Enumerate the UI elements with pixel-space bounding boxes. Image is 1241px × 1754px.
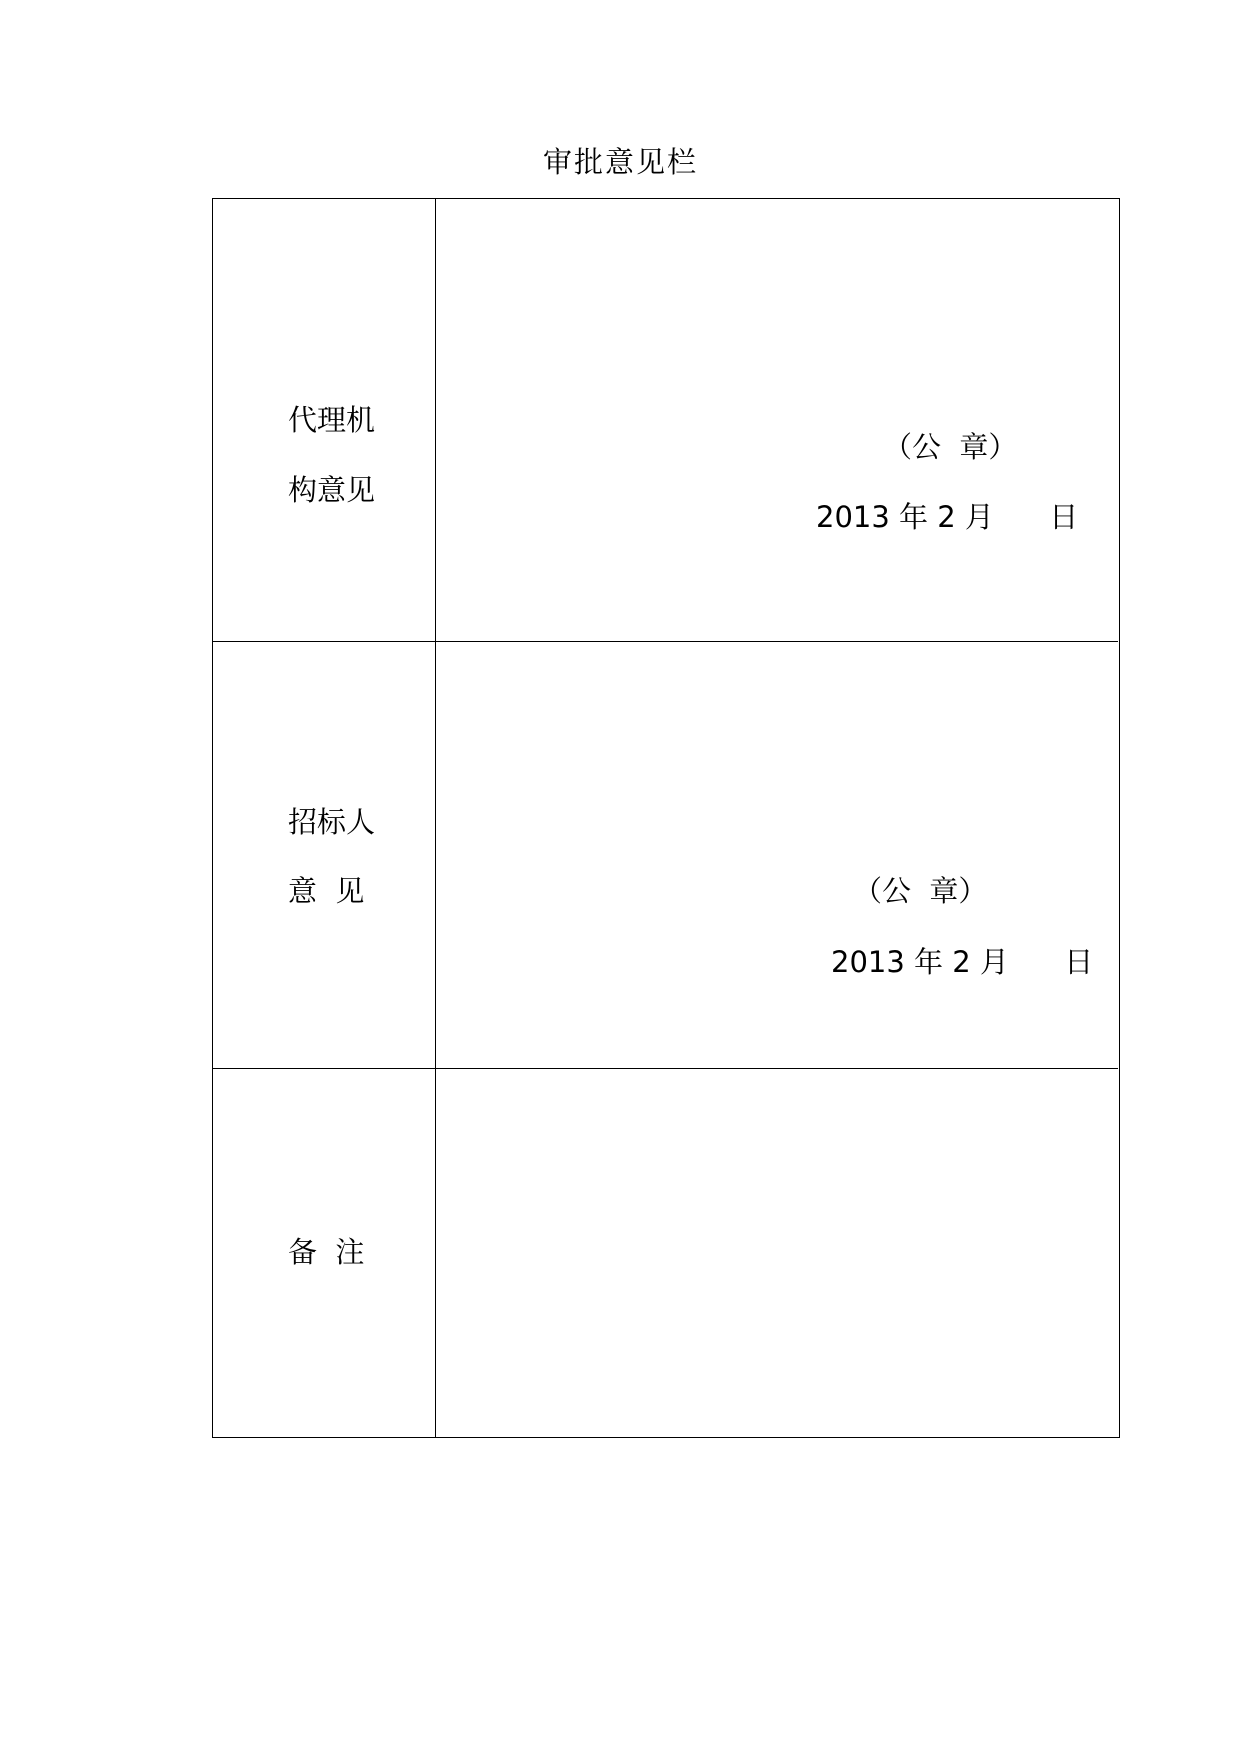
tenderer-opinion-label-cell <box>213 642 436 1068</box>
agency-opinion-label-line-1: 代理机 <box>288 403 376 437</box>
agency-seal-text: （公 章） <box>883 430 1018 464</box>
agency-opinion-content-cell[interactable] <box>436 199 1118 641</box>
approval-table <box>212 198 1120 1438</box>
page-title: 审批意见栏 <box>542 145 698 179</box>
agency-opinion-label-line-2: 构意见 <box>288 473 376 507</box>
tenderer-opinion-label-line-2: 意 见 <box>288 874 365 908</box>
tenderer-opinion-row <box>213 642 1118 1069</box>
agency-date-text: 2013 年 2 月 日 <box>816 500 1079 534</box>
tenderer-opinion-label-line-1: 招标人 <box>288 805 376 839</box>
tenderer-date-text: 2013 年 2 月 日 <box>831 945 1094 979</box>
tenderer-seal-text: （公 章） <box>853 874 988 908</box>
tenderer-opinion-content-cell[interactable] <box>436 642 1118 1068</box>
agency-opinion-row <box>213 199 1118 642</box>
remarks-content-cell[interactable] <box>436 1069 1118 1437</box>
agency-opinion-label-cell <box>213 199 436 641</box>
remarks-label-cell <box>213 1069 436 1437</box>
remarks-label: 备 注 <box>288 1235 365 1269</box>
remarks-row <box>213 1069 1118 1437</box>
